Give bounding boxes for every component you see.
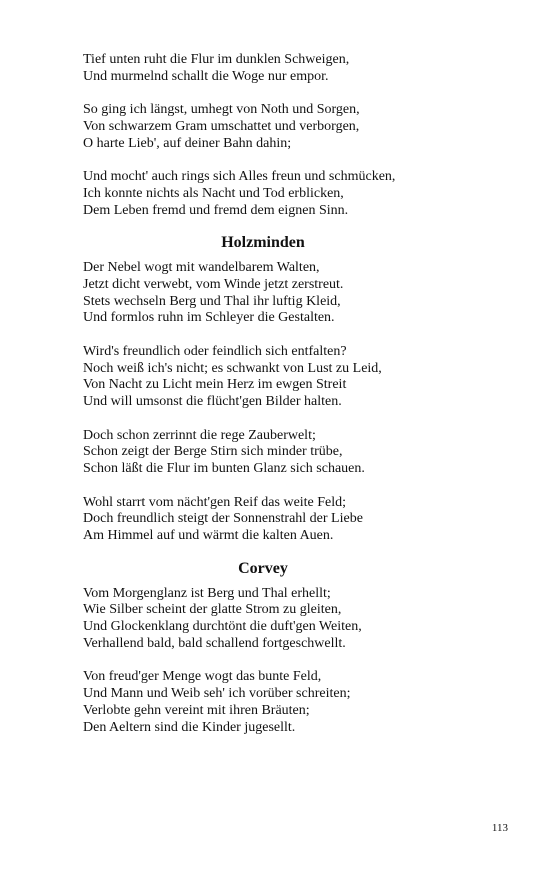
verse-line: Jetzt dicht verwebt, vom Winde jetzt zerstreut. [83, 276, 344, 292]
page-number: 113 [491, 822, 508, 834]
verse-line: Von schwarzem Gram umschattet und verborgen, [83, 118, 360, 134]
stanza [83, 169, 523, 219]
verse-line: Und murmelnd schallt die Woge nur empor. [83, 68, 329, 84]
poem-title-holzminden: Holzminden [221, 234, 305, 252]
verse-line: Den Aeltern sind die Kinder jugesellt. [83, 719, 296, 735]
verse-line: Von Nacht zu Licht mein Herz im ewgen Streit [83, 377, 347, 393]
stanza [83, 344, 523, 411]
stanza [83, 260, 523, 327]
verse-line: Und will umsonst die flücht'gen Bilder halten. [83, 394, 342, 410]
verse-line: Am Himmel auf und wärmt die kalten Auen. [83, 528, 334, 544]
verse-line: O harte Lieb', auf deiner Bahn dahin; [83, 135, 292, 151]
verse-line: Schon läßt die Flur im bunten Glanz sich schauen. [83, 461, 365, 477]
verse-line: Und mocht' auch rings sich Alles freun und schmücken, [83, 169, 396, 185]
verse-line: Der Nebel wogt mit wandelbarem Walten, [83, 260, 320, 276]
poem-title-corvey: Corvey [238, 559, 288, 577]
verse-line: Verlobte gehn vereint mit ihren Bräuten; [83, 702, 310, 718]
verse-line: Verhallend bald, bald schallend fortgeschwellt. [83, 635, 346, 651]
stanza [83, 102, 523, 152]
stanza [83, 586, 523, 653]
verse-line: Von freud'ger Menge wogt das bunte Feld, [83, 669, 322, 685]
verse-line: Noch weiß ich's nicht; es schwankt von Lust zu Leid, [83, 360, 382, 376]
verse-line: Doch schon zerrinnt die rege Zauberwelt; [83, 427, 316, 443]
verse-line: Stets wechseln Berg und Thal ihr luftig Kleid, [83, 293, 341, 309]
stanza [83, 52, 523, 86]
verse-line: Wie Silber scheint der glatte Strom zu gleiten, [83, 602, 342, 618]
verse-line: Und formlos ruhn im Schleyer die Gestalten. [83, 310, 335, 326]
verse-line: Ich konnte nichts als Nacht und Tod erblicken, [83, 185, 344, 201]
stanza [83, 495, 523, 545]
verse-line: Wohl starrt vom nächt'gen Reif das weite Feld; [83, 494, 347, 510]
text-block [83, 52, 523, 736]
verse-line: Vom Morgenglanz ist Berg und Thal erhellt; [83, 585, 331, 601]
verse-line: Doch freundlich steigt der Sonnenstrahl der Liebe [83, 511, 363, 527]
verse-line: Schon zeigt der Berge Stirn sich minder trübe, [83, 444, 343, 460]
stanza [83, 669, 523, 736]
verse-line: Und Glockenklang durchtönt die duft'gen Weiten, [83, 619, 362, 635]
verse-line: Dem Leben fremd und fremd dem eignen Sinn. [83, 202, 349, 218]
verse-line: Und Mann und Weib seh' ich vorüber schreiten; [83, 686, 351, 702]
verse-line: So ging ich längst, umhegt von Noth und Sorgen, [83, 102, 360, 118]
verse-line: Wird's freundlich oder feindlich sich entfalten? [83, 343, 347, 359]
stanza [83, 428, 523, 478]
verse-line: Tief unten ruht die Flur im dunklen Schweigen, [83, 52, 350, 67]
